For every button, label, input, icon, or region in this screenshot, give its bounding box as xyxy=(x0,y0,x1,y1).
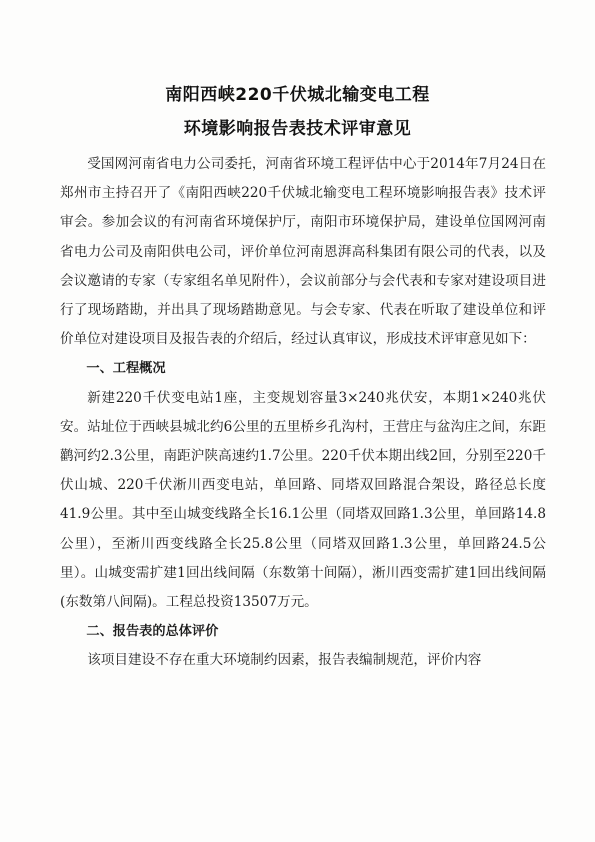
document-title-line1: 南阳西峡220千伏城北输变电工程 xyxy=(165,85,430,105)
document-body xyxy=(60,150,546,676)
intro-paragraph: 受国网河南省电力公司委托，河南省环境工程评估中心于2014年7月24日在郑州市主持召开了《南阳西峡220千伏城北输变电工程环境影响报告表》技术评审会。参加会议的有河南省环境保护厅，南阳市环境保护局，建设单位国网河南省电力公司及南阳供电公司，评价单位河南恩湃高科集团有限公司的代表，以及会议邀请的专家（专家组名单见附件），会议前部分与会代表和专家对建设项目进行了现场踏勘，并出具了现场踏勘意见。与会专家、代表在听取了建设单位和评价单位对建设项目及报告表的介绍后，经过认真审议，形成技术评审意见如下： xyxy=(60,156,546,348)
overview-paragraph: 新建220千伏变电站1座，主变规划容量3×240兆伏安，本期1×240兆伏安。站址位于西峡县城北约6公里的五里桥乡孔沟村，王营庄与盆沟庄之间，东距鹳河约2.3公里，南距沪陕高速约1.7公里。220千伏本期出线2回，分别至220千伏山城、220千伏淅川西变电站，单回路、同塔双回路混合架设，路径总长度41.9公里。其中至山城变线路全长16.1公里（同塔双回路1.3公里，单回路14.8公里），至淅川西变线路全长25.8公里（同塔双回路1.3公里，单回路24.5公里）。山城变需扩建1回出线间隔（东数第十间隔），淅川西变需扩建1回出线间隔(东数第八间隔)。工程总投资13507万元。 xyxy=(60,389,546,611)
section-heading-evaluation: 二、报告表的总体评价 xyxy=(86,624,219,640)
document-title-line2: 环境影响报告表技术评审意见 xyxy=(183,119,412,139)
evaluation-paragraph: 该项目建设不存在重大环境制约因素，报告表编制规范，评价内容 xyxy=(87,652,482,669)
section-heading-overview: 一、工程概况 xyxy=(86,361,166,377)
